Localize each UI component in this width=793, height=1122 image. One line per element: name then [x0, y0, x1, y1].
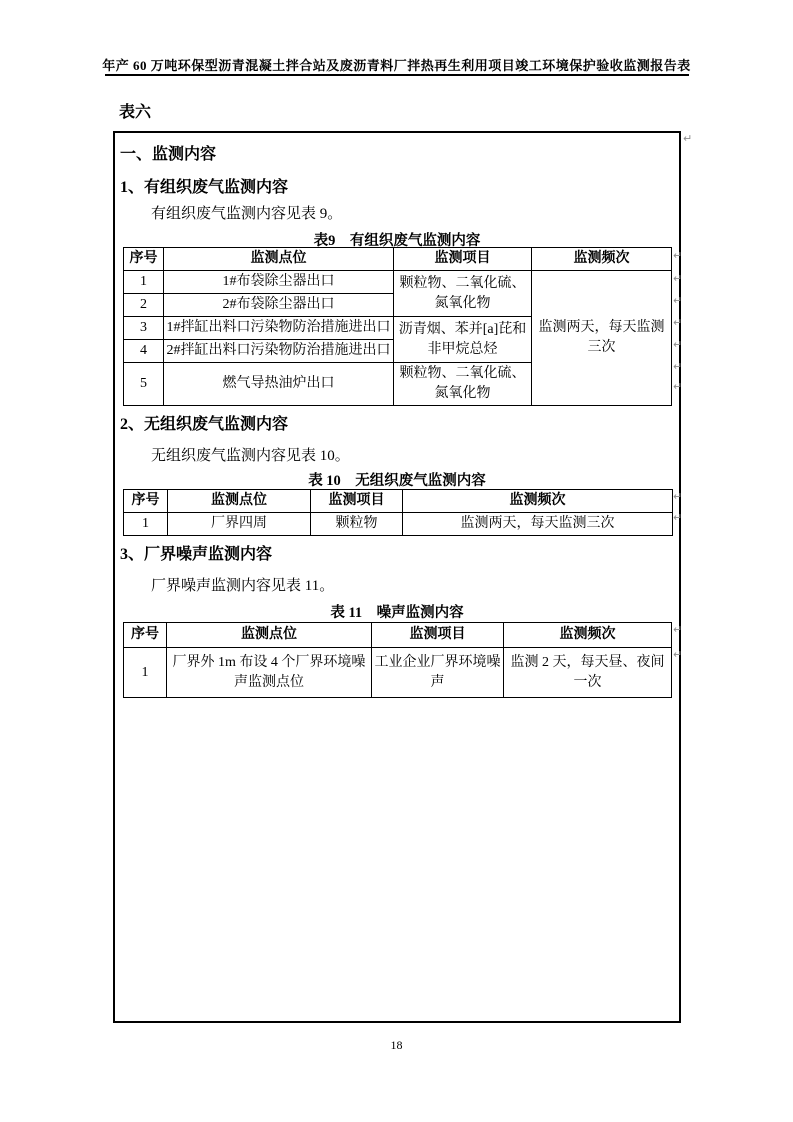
- cell-seq: 5: [124, 363, 164, 406]
- paragraph-mark-icon: ↵: [683, 132, 693, 145]
- th-site: 监测点位: [168, 490, 311, 513]
- section3-intro: 厂界噪声监测内容见表 11。: [151, 578, 335, 594]
- th-seq: 序号: [124, 490, 168, 513]
- table-header-row: [124, 248, 672, 271]
- section1-heading: 1、有组织废气监测内容: [120, 179, 289, 196]
- table-boundary-noise: [123, 622, 672, 698]
- cell-site: 2#拌缸出料口污染物防治措施进出口: [164, 340, 394, 363]
- cell-seq: 1: [124, 271, 164, 294]
- th-item: 监测项目: [311, 490, 403, 513]
- cell-site: 1#布袋除尘器出口: [164, 271, 394, 294]
- table-row: [124, 648, 672, 698]
- main-heading: 一、监测内容: [120, 146, 217, 163]
- cell-seq: 3: [124, 317, 164, 340]
- table-row: [124, 513, 673, 536]
- table-header-row: [124, 623, 672, 648]
- cell-item: 颗粒物: [311, 513, 403, 536]
- paragraph-mark-icon: ↵: [673, 249, 683, 262]
- table-organized-waste-gas: [123, 247, 672, 406]
- paragraph-mark-icon: ↵: [673, 490, 683, 503]
- document-header-title: 年产 60 万吨环保型沥青混凝土拌合站及废沥青料厂拌热再生利用项目竣工环境保护验收监测报告表: [102, 58, 691, 73]
- cell-item-merged: 颗粒物、二氧化硫、氮氧化物: [394, 271, 532, 317]
- cell-item: 工业企业厂界环境噪声: [372, 648, 504, 698]
- table-header-row: [124, 490, 673, 513]
- paragraph-mark-icon: ↵: [673, 294, 683, 307]
- section2-heading: 2、无组织废气监测内容: [120, 416, 289, 433]
- cell-freq: 监测两天，每天监测三次: [403, 513, 673, 536]
- table-six-label: 表六: [119, 104, 152, 121]
- cell-item: 颗粒物、二氧化硫、氮氧化物: [394, 363, 532, 406]
- th-item: 监测项目: [394, 248, 532, 271]
- table-unorganized-waste-gas: [123, 489, 673, 536]
- th-seq: 序号: [124, 248, 164, 271]
- th-freq: 监测频次: [504, 623, 672, 648]
- cell-freq-merged: 监测两天，每天监测三次: [532, 271, 672, 406]
- th-freq: 监测频次: [403, 490, 673, 513]
- paragraph-mark-icon: ↵: [673, 380, 683, 393]
- cell-seq: 1: [124, 648, 167, 698]
- th-site: 监测点位: [167, 623, 372, 648]
- table10-caption: 表 10 无组织废气监测内容: [308, 473, 486, 489]
- paragraph-mark-icon: ↵: [673, 360, 683, 373]
- content-box: [113, 131, 681, 1023]
- paragraph-mark-icon: ↵: [673, 623, 683, 636]
- section2-intro: 无组织废气监测内容见表 10。: [151, 448, 350, 464]
- paragraph-mark-icon: ↵: [673, 648, 683, 661]
- th-site: 监测点位: [164, 248, 394, 271]
- table-row: [124, 271, 672, 294]
- cell-site: 1#拌缸出料口污染物防治措施进出口: [164, 317, 394, 340]
- cell-seq: 2: [124, 294, 164, 317]
- cell-seq: 1: [124, 513, 168, 536]
- th-freq: 监测频次: [532, 248, 672, 271]
- cell-item-merged: 沥青烟、苯并[a]芘和非甲烷总烃: [394, 317, 532, 363]
- section1-intro: 有组织废气监测内容见表 9。: [151, 206, 343, 222]
- cell-freq: 监测 2 天，每天昼、夜间一次: [504, 648, 672, 698]
- table11-caption: 表 11 噪声监测内容: [330, 605, 464, 621]
- cell-site: 2#布袋除尘器出口: [164, 294, 394, 317]
- cell-site: 厂界四周: [168, 513, 311, 536]
- table9-caption: 表9 有组织废气监测内容: [313, 233, 481, 249]
- th-seq: 序号: [124, 623, 167, 648]
- paragraph-mark-icon: ↵: [673, 272, 683, 285]
- paragraph-mark-icon: ↵: [673, 511, 683, 524]
- paragraph-mark-icon: ↵: [673, 338, 683, 351]
- header-rule: [105, 74, 689, 76]
- cell-seq: 4: [124, 340, 164, 363]
- cell-site: 燃气导热油炉出口: [164, 363, 394, 406]
- th-item: 监测项目: [372, 623, 504, 648]
- cell-site: 厂界外 1m 布设 4 个厂界环境噪声监测点位: [167, 648, 372, 698]
- paragraph-mark-icon: ↵: [673, 316, 683, 329]
- page-number: 18: [390, 1038, 403, 1052]
- section3-heading: 3、厂界噪声监测内容: [120, 546, 273, 563]
